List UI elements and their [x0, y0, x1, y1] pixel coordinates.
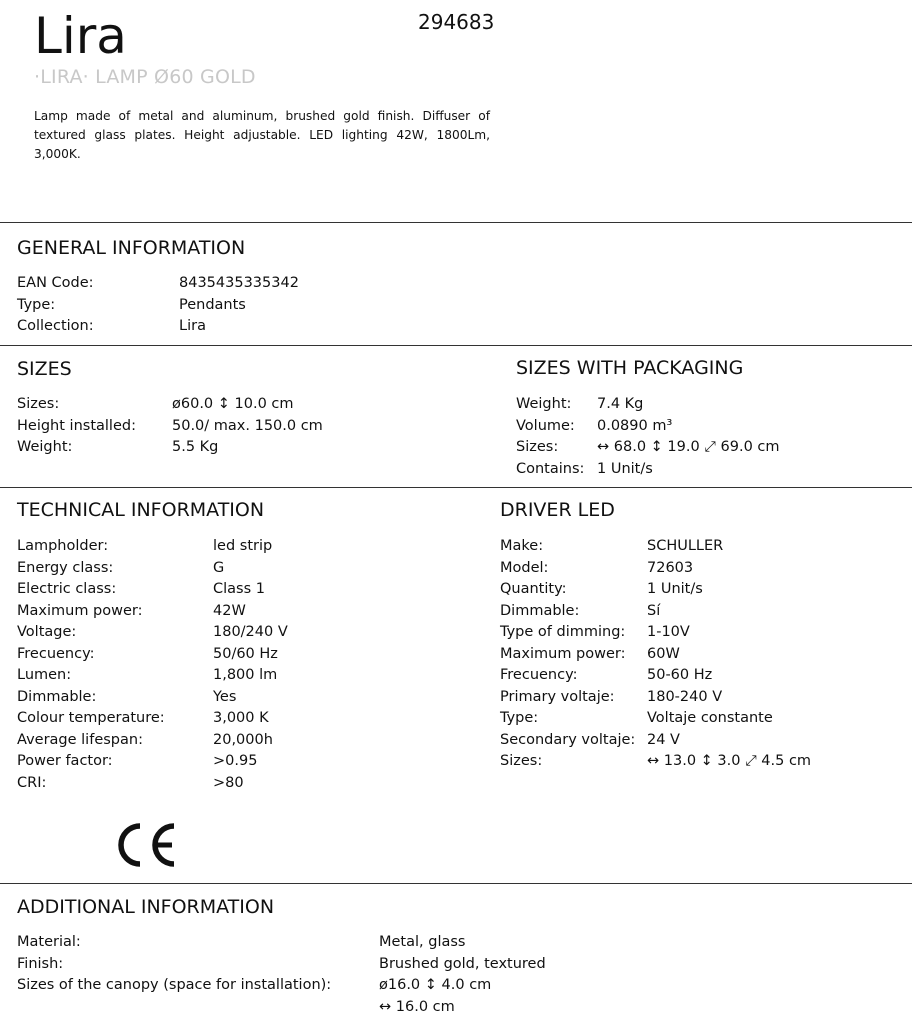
- driver-row-label: Model:: [500, 559, 549, 576]
- technical-row-value: >0.95: [213, 753, 258, 769]
- product-title: Lira: [34, 7, 127, 65]
- general-heading: GENERAL INFORMATION: [17, 237, 246, 259]
- technical-row-value: 3,000 K: [213, 710, 269, 726]
- technical-row-label: Lampholder:: [17, 538, 109, 554]
- technical-row-label: Lumen:: [17, 667, 72, 683]
- general-row-label: Type:: [17, 296, 56, 313]
- technical-row-value: G: [213, 559, 225, 576]
- sizes-row-label: Height installed:: [17, 417, 136, 434]
- driver-row-value: ↔ 13.0 ↕ 3.0 ⤢ 4.5 cm: [647, 753, 812, 769]
- packaging-row-label: Weight:: [516, 396, 572, 412]
- technical-row-label: Frecuency:: [17, 645, 95, 662]
- product-description: Lamp made of metal and aluminum, brushed gold finish. Diffuser of textured glass plates. Height adjustable. LED lighting 42W, 1800Lm, 3,000K.: [34, 109, 490, 161]
- technical-row-value: Yes: [213, 688, 237, 705]
- additional-row-value: ø16.0 ↕ 4.0 cm: [379, 977, 492, 993]
- technical-row-value: 20,000h: [213, 731, 273, 748]
- driver-heading: DRIVER LED: [500, 499, 615, 521]
- additional-row-label: Sizes of the canopy (space for installation):: [17, 977, 332, 993]
- technical-row-value: 42W: [213, 602, 246, 619]
- driver-row-value: 24 V: [647, 731, 680, 748]
- general-row-label: Collection:: [17, 318, 94, 334]
- technical-row-label: Electric class:: [17, 581, 117, 597]
- divider-sizes: [0, 345, 912, 346]
- technical-row-value: 180/240 V: [213, 624, 288, 640]
- ce-mark-icon: [112, 820, 178, 870]
- driver-row-value: 60W: [647, 645, 680, 662]
- sizes-heading: SIZES: [17, 358, 72, 380]
- technical-heading: TECHNICAL INFORMATION: [17, 499, 265, 521]
- packaging-row-label: Volume:: [516, 417, 575, 434]
- driver-row-label: Quantity:: [500, 581, 567, 597]
- technical-row-label: Energy class:: [17, 559, 114, 576]
- packaging-row-value: 1 Unit/s: [597, 460, 653, 477]
- driver-row-value: 1-10V: [647, 624, 690, 640]
- driver-row-label: Type of dimming:: [500, 624, 626, 640]
- sizes-row-label: Weight:: [17, 439, 73, 455]
- driver-row-value: Sí: [647, 602, 661, 619]
- general-row-value: 8435435335342: [179, 275, 299, 291]
- technical-row-label: Maximum power:: [17, 602, 143, 619]
- driver-row-value: 50-60 Hz: [647, 667, 713, 683]
- general-row-value: Lira: [179, 318, 206, 334]
- sizes-row-value: 5.5 Kg: [172, 439, 219, 455]
- technical-row-value: Class 1: [213, 581, 265, 597]
- driver-row-label: Make:: [500, 538, 544, 554]
- technical-row-value: 1,800 lm: [213, 667, 278, 683]
- driver-row-value: 72603: [647, 559, 694, 576]
- driver-row-label: Primary voltaje:: [500, 688, 615, 705]
- packaging-heading: SIZES WITH PACKAGING: [516, 357, 744, 379]
- driver-row-label: Secondary voltaje:: [500, 731, 636, 748]
- packaging-row-value: ↔ 68.0 ↕ 19.0 ⤢ 69.0 cm: [597, 439, 780, 455]
- technical-row-label: Average lifespan:: [17, 731, 143, 748]
- additional-row-label: Finish:: [17, 955, 64, 972]
- driver-row-value: Voltaje constante: [647, 710, 773, 726]
- technical-row-value: >80: [213, 774, 244, 791]
- additional-row-label: Material:: [17, 934, 81, 950]
- additional-row-value: Brushed gold, textured: [379, 955, 546, 972]
- technical-row-label: CRI:: [17, 774, 47, 791]
- general-row-value: Pendants: [179, 296, 246, 313]
- technical-row-value: 50/60 Hz: [213, 645, 278, 662]
- additional-row-value: Metal, glass: [379, 934, 466, 950]
- driver-row-label: Maximum power:: [500, 645, 626, 662]
- additional-heading: ADDITIONAL INFORMATION: [17, 896, 275, 918]
- driver-row-value: 1 Unit/s: [647, 581, 703, 597]
- technical-row-label: Dimmable:: [17, 688, 97, 705]
- additional-row-value: ↔ 16.0 cm: [379, 998, 455, 1015]
- packaging-row-value: 0.0890 m³: [597, 417, 673, 434]
- sizes-row-label: Sizes:: [17, 396, 60, 412]
- sizes-row-value: 50.0/ max. 150.0 cm: [172, 417, 323, 434]
- general-row-label: EAN Code:: [17, 275, 94, 291]
- packaging-row-label: Contains:: [516, 460, 585, 477]
- product-subtitle: ·LIRA· LAMP Ø60 GOLD: [34, 66, 256, 88]
- driver-row-label: Frecuency:: [500, 667, 578, 683]
- product-code: 294683: [418, 10, 495, 34]
- sizes-row-value: ø60.0 ↕ 10.0 cm: [172, 396, 294, 412]
- technical-row-label: Power factor:: [17, 753, 113, 769]
- packaging-row-value: 7.4 Kg: [597, 396, 644, 412]
- divider-additional: [0, 883, 912, 884]
- driver-row-value: SCHULLER: [647, 538, 724, 554]
- driver-row-value: 180-240 V: [647, 688, 723, 705]
- packaging-row-label: Sizes:: [516, 439, 559, 455]
- divider-technical: [0, 487, 912, 488]
- technical-row-label: Voltage:: [17, 624, 77, 640]
- driver-row-label: Type:: [500, 710, 539, 726]
- technical-row-value: led strip: [213, 538, 273, 554]
- divider-general: [0, 222, 912, 223]
- driver-row-label: Sizes:: [500, 753, 543, 769]
- technical-row-label: Colour temperature:: [17, 710, 165, 726]
- driver-row-label: Dimmable:: [500, 602, 580, 619]
